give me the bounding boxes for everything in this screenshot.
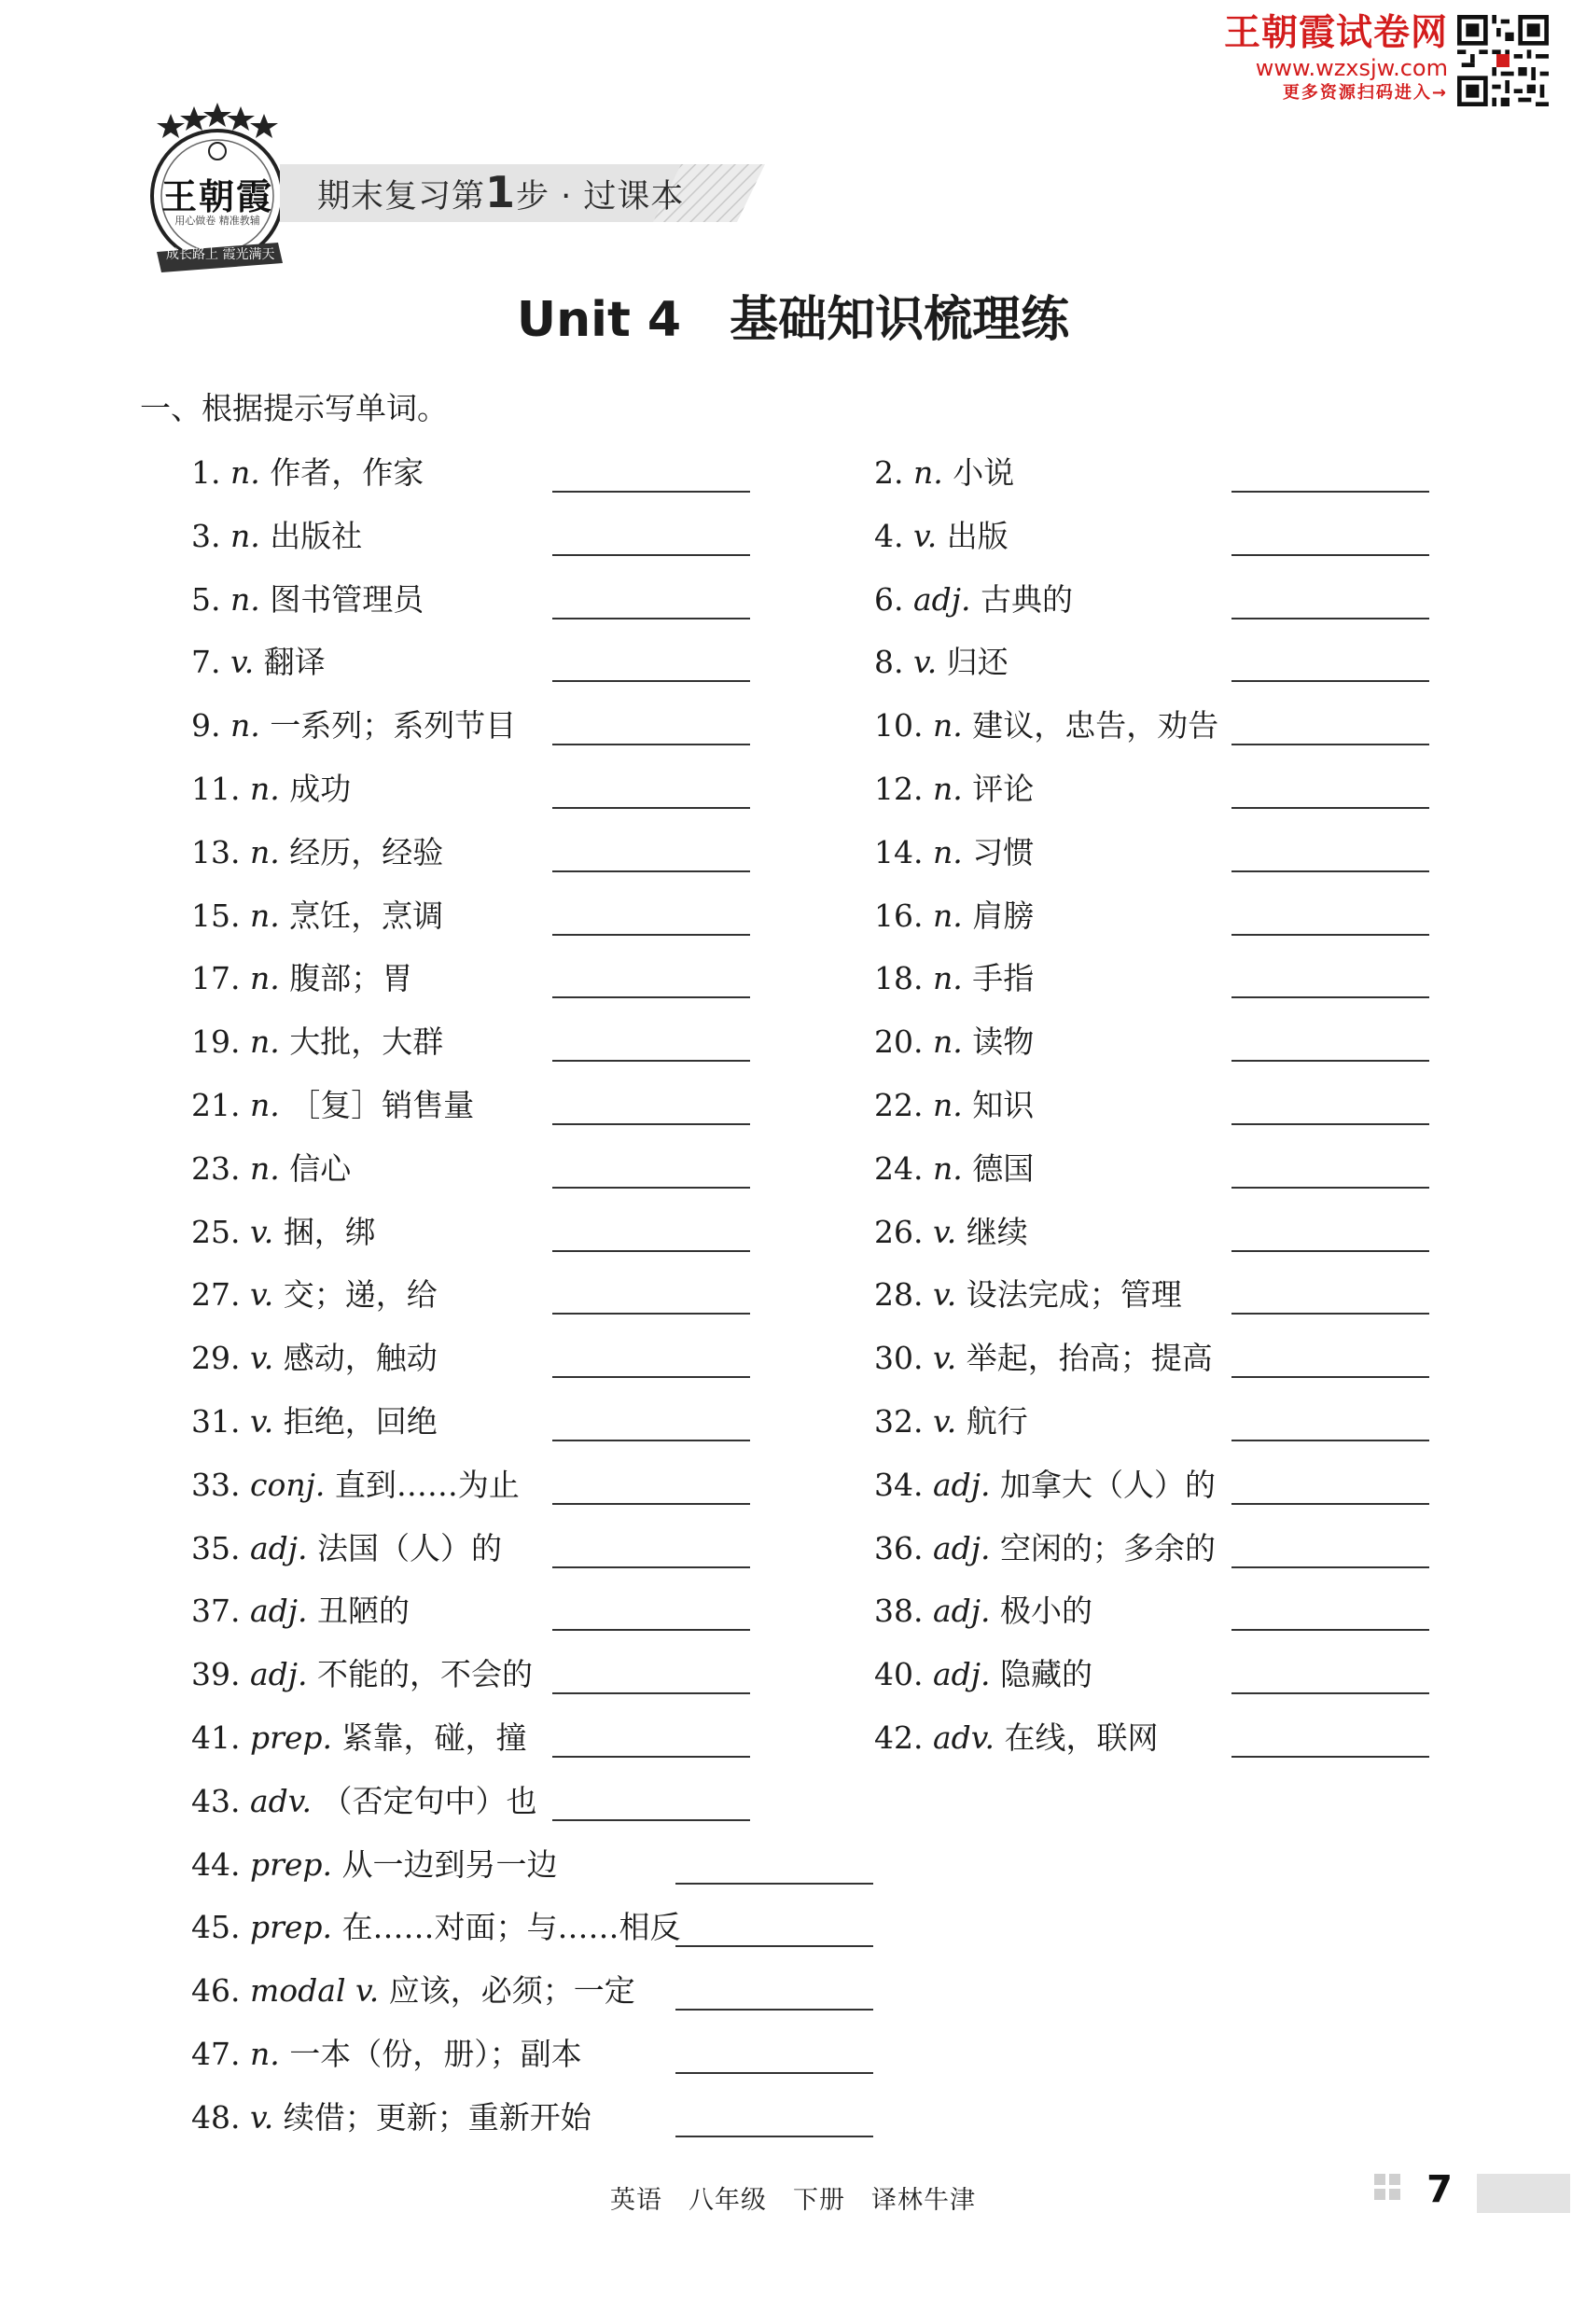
item-number: 43. <box>191 1782 250 1819</box>
banner-title <box>317 166 684 223</box>
item-number: 7. <box>191 644 230 681</box>
answer-blank[interactable] <box>675 1883 873 1885</box>
part-of-speech: conj. <box>249 1466 335 1503</box>
answer-blank[interactable] <box>552 807 750 809</box>
item-number: 27. <box>191 1276 250 1314</box>
answer-blank[interactable] <box>1231 870 1429 872</box>
section-heading: 一、根据提示写单词。 <box>140 390 448 426</box>
part-of-speech: n. <box>249 2036 290 2072</box>
part-of-speech: v. <box>932 1276 967 1314</box>
answer-blank[interactable] <box>552 744 750 745</box>
item-number: 36. <box>874 1529 933 1566</box>
item-hint: 成功 <box>289 771 352 807</box>
answer-blank[interactable] <box>1231 1187 1429 1189</box>
item-hint: 感动，触动 <box>283 1340 438 1377</box>
part-of-speech: v. <box>249 1403 284 1440</box>
item-number: 11. <box>191 771 250 807</box>
part-of-speech: adj. <box>249 1593 317 1630</box>
item-hint: 应该，必须；一定 <box>388 1972 635 2010</box>
answer-blank[interactable] <box>1231 744 1429 745</box>
item-hint: 出版 <box>946 517 1009 554</box>
item-hint: 航行 <box>966 1403 1028 1440</box>
vocab-item <box>191 1527 502 1570</box>
answer-blank[interactable] <box>1231 491 1429 493</box>
item-hint: 继续 <box>966 1213 1028 1250</box>
answer-blank[interactable] <box>552 618 750 619</box>
part-of-speech: v. <box>249 2098 284 2136</box>
answer-blank[interactable] <box>1231 1692 1429 1694</box>
vocab-item <box>191 452 424 494</box>
part-of-speech: n. <box>249 1087 290 1123</box>
vocab-item <box>191 578 424 621</box>
answer-blank[interactable] <box>552 1187 750 1189</box>
part-of-speech: v. <box>249 1213 284 1250</box>
vocab-item <box>191 2096 591 2139</box>
answer-blank[interactable] <box>1231 807 1429 809</box>
vocab-item <box>191 1211 376 1254</box>
item-hint: 法国（人）的 <box>317 1529 502 1566</box>
item-hint: 图书管理员 <box>270 580 424 618</box>
item-number: 33. <box>191 1466 250 1503</box>
answer-blank[interactable] <box>552 554 750 556</box>
answer-blank[interactable] <box>1231 618 1429 619</box>
vocab-item <box>874 831 1034 874</box>
answer-blank[interactable] <box>552 680 750 682</box>
item-number: 25. <box>191 1213 250 1250</box>
vocab-item <box>874 957 1034 1000</box>
item-number: 42. <box>874 1719 933 1756</box>
part-of-speech: v. <box>932 1403 967 1440</box>
item-hint: 德国 <box>972 1149 1035 1187</box>
item-hint: 肩膀 <box>972 897 1035 934</box>
part-of-speech: n. <box>249 1149 290 1187</box>
part-of-speech: adj. <box>932 1593 1000 1630</box>
footer-decor-square <box>1374 2174 1385 2185</box>
answer-blank[interactable] <box>552 1250 750 1252</box>
answer-blank[interactable] <box>1231 1376 1429 1378</box>
answer-blank[interactable] <box>1231 680 1429 682</box>
part-of-speech: adj. <box>912 580 981 618</box>
answer-blank[interactable] <box>1231 554 1429 556</box>
part-of-speech: n. <box>249 1023 290 1061</box>
vocab-item <box>874 895 1034 938</box>
vocab-item <box>874 1337 1213 1380</box>
item-number: 47. <box>191 2036 250 2072</box>
answer-blank[interactable] <box>1231 1440 1429 1441</box>
item-hint: 极小的 <box>1000 1593 1092 1630</box>
answer-blank[interactable] <box>675 2072 873 2074</box>
item-hint: 在线，联网 <box>1004 1719 1159 1756</box>
banner-suffix: 步 · 过课本 <box>516 178 685 216</box>
logo-slogan: 用心做卷 精准教辅 <box>174 215 260 227</box>
vocab-item <box>874 515 1009 558</box>
item-number: 2. <box>874 454 913 491</box>
vocab-item <box>191 1969 635 2012</box>
page-title: Unit 4 基础知识梳理练 <box>516 292 1070 348</box>
part-of-speech: n. <box>230 454 271 491</box>
vocab-item <box>191 1844 558 1886</box>
vocab-item <box>191 1780 537 1823</box>
part-of-speech: n. <box>230 580 271 618</box>
answer-blank[interactable] <box>1231 1250 1429 1252</box>
part-of-speech: v. <box>249 1340 284 1377</box>
part-of-speech: n. <box>932 960 973 997</box>
part-of-speech: prep. <box>249 1909 342 1946</box>
item-hint: 紧靠，碰，撞 <box>341 1719 527 1756</box>
item-hint: 拒绝，回绝 <box>283 1403 438 1440</box>
part-of-speech: adj. <box>249 1529 317 1566</box>
item-hint: 一系列；系列节目 <box>270 707 517 745</box>
item-number: 10. <box>874 707 933 745</box>
part-of-speech: n. <box>932 1087 973 1123</box>
answer-blank[interactable] <box>552 1629 750 1631</box>
answer-blank[interactable] <box>1231 1123 1429 1125</box>
vocab-item <box>874 1464 1216 1507</box>
item-number: 28. <box>874 1276 933 1314</box>
item-number: 13. <box>191 833 250 870</box>
item-hint: 腹部；胃 <box>289 960 413 997</box>
answer-blank[interactable] <box>552 996 750 998</box>
part-of-speech: n. <box>249 960 290 997</box>
item-hint: 加拿大（人）的 <box>1000 1466 1216 1503</box>
page-number-bar <box>1477 2174 1570 2213</box>
item-hint: 不能的，不会的 <box>317 1656 533 1693</box>
answer-blank[interactable] <box>675 2009 873 2011</box>
vocab-item <box>191 704 516 747</box>
item-hint: 举起，抬高；提高 <box>966 1340 1213 1377</box>
brand-block <box>1224 13 1448 104</box>
item-number: 5. <box>191 580 230 618</box>
item-number: 35. <box>191 1529 250 1566</box>
item-number: 16. <box>874 897 933 934</box>
item-number: 48. <box>191 2098 250 2136</box>
item-hint: ［复］销售量 <box>289 1087 475 1123</box>
item-number: 20. <box>874 1023 933 1061</box>
answer-blank[interactable] <box>1231 1503 1429 1505</box>
answer-blank[interactable] <box>552 1440 750 1441</box>
vocab-item <box>191 1653 533 1696</box>
part-of-speech: adj. <box>932 1529 1000 1566</box>
item-number: 14. <box>874 833 933 870</box>
answer-blank[interactable] <box>675 2136 873 2137</box>
banner-step-number: 1 <box>485 167 517 217</box>
vocab-item <box>191 1273 438 1316</box>
vocab-item <box>191 1590 410 1633</box>
vocab-item <box>191 1148 351 1190</box>
item-number: 3. <box>191 517 230 554</box>
item-hint: 古典的 <box>981 580 1073 618</box>
item-hint: 交；递，给 <box>283 1276 438 1314</box>
part-of-speech: n. <box>932 897 973 934</box>
item-number: 18. <box>874 960 933 997</box>
part-of-speech: n. <box>249 833 290 870</box>
item-hint: 烹饪，烹调 <box>289 897 444 934</box>
part-of-speech: prep. <box>249 1845 342 1883</box>
answer-blank[interactable] <box>1231 996 1429 998</box>
part-of-speech: n. <box>932 707 973 745</box>
item-hint: 小说 <box>953 454 1015 491</box>
answer-blank[interactable] <box>1231 1060 1429 1062</box>
vocab-item <box>191 831 443 874</box>
vocab-item <box>874 1273 1182 1316</box>
page-number: 7 <box>1426 2168 1453 2211</box>
answer-blank[interactable] <box>552 870 750 872</box>
item-hint: 一本（份，册）；副本 <box>289 2036 582 2072</box>
item-number: 38. <box>874 1593 933 1630</box>
vocab-item <box>191 1906 681 1949</box>
item-hint: 评论 <box>972 771 1035 807</box>
item-hint: 归还 <box>946 644 1009 681</box>
item-number: 24. <box>874 1149 933 1187</box>
item-number: 4. <box>874 517 913 554</box>
vocab-item <box>191 768 351 811</box>
item-number: 37. <box>191 1593 250 1630</box>
answer-blank[interactable] <box>552 934 750 936</box>
answer-blank[interactable] <box>1231 1566 1429 1568</box>
footer-decor-square <box>1374 2189 1385 2200</box>
item-hint: 作者，作家 <box>270 454 424 491</box>
part-of-speech: adj. <box>932 1656 1000 1693</box>
item-number: 30. <box>874 1340 933 1377</box>
item-hint: 手指 <box>972 960 1035 997</box>
item-hint: 在……对面；与……相反 <box>341 1909 681 1946</box>
part-of-speech: n. <box>932 771 973 807</box>
answer-blank[interactable] <box>552 1692 750 1694</box>
vocab-item <box>874 578 1073 621</box>
part-of-speech: v. <box>912 644 947 681</box>
part-of-speech: adv. <box>932 1719 1005 1756</box>
brand-name: 王朝霞试卷网 <box>1223 12 1448 54</box>
item-number: 41. <box>191 1719 250 1756</box>
answer-blank[interactable] <box>552 491 750 493</box>
vocab-item <box>874 641 1009 684</box>
item-hint: 续借；更新；重新开始 <box>283 2098 591 2136</box>
part-of-speech: n. <box>249 897 290 934</box>
logo-ribbon-text: 成长路上 霞光满天 <box>166 247 275 262</box>
vocab-item <box>874 1148 1034 1190</box>
item-number: 19. <box>191 1023 250 1061</box>
item-hint: 出版社 <box>270 517 363 554</box>
part-of-speech: adv. <box>249 1782 322 1819</box>
vocab-item <box>874 768 1034 811</box>
item-number: 1. <box>191 454 230 491</box>
vocab-item <box>191 1464 520 1507</box>
qr-code-icon[interactable] <box>1457 15 1549 106</box>
item-number: 12. <box>874 771 933 807</box>
item-hint: 从一边到另一边 <box>341 1845 558 1883</box>
item-hint: 隐藏的 <box>1000 1656 1092 1693</box>
item-hint: 知识 <box>972 1087 1035 1123</box>
answer-blank[interactable] <box>1231 1756 1429 1758</box>
part-of-speech: v. <box>912 517 947 554</box>
item-number: 22. <box>874 1087 933 1123</box>
vocab-item <box>874 1590 1092 1633</box>
vocab-item <box>191 515 362 558</box>
item-number: 32. <box>874 1403 933 1440</box>
brand-url[interactable]: www.wzxsjw.com <box>1255 55 1448 81</box>
vocab-item <box>874 452 1014 494</box>
answer-blank[interactable] <box>552 1313 750 1315</box>
footer-course-info: 英语 八年级 下册 译林牛津 <box>610 2186 976 2215</box>
part-of-speech: v. <box>932 1213 967 1250</box>
part-of-speech: v. <box>230 644 264 681</box>
part-of-speech: v. <box>932 1340 967 1377</box>
item-number: 23. <box>191 1149 250 1187</box>
vocab-item <box>191 641 326 684</box>
answer-blank[interactable] <box>552 1376 750 1378</box>
item-hint: 习惯 <box>972 833 1035 870</box>
item-hint: 建议，忠告，劝告 <box>972 707 1219 745</box>
vocab-item <box>191 1337 438 1380</box>
item-number: 39. <box>191 1656 250 1693</box>
answer-blank[interactable] <box>552 1503 750 1505</box>
banner-prefix: 期末复习第 <box>317 178 486 216</box>
item-hint: 空闲的；多余的 <box>1000 1529 1216 1566</box>
part-of-speech: n. <box>932 833 973 870</box>
footer-decor-square <box>1389 2174 1400 2185</box>
vocab-item <box>874 1717 1159 1760</box>
item-number: 44. <box>191 1845 250 1883</box>
item-number: 29. <box>191 1340 250 1377</box>
item-number: 40. <box>874 1656 933 1693</box>
part-of-speech: adj. <box>249 1656 317 1693</box>
item-number: 21. <box>191 1087 250 1123</box>
vocab-item <box>191 957 412 1000</box>
item-hint: 大批，大群 <box>289 1023 444 1061</box>
item-number: 8. <box>874 644 913 681</box>
answer-blank[interactable] <box>552 1566 750 1568</box>
part-of-speech: adj. <box>932 1466 1000 1503</box>
item-hint: 经历，经验 <box>289 833 444 870</box>
answer-blank[interactable] <box>1231 1313 1429 1315</box>
vocab-item <box>874 1527 1216 1570</box>
answer-blank[interactable] <box>552 1819 750 1821</box>
item-hint: 丑陋的 <box>317 1593 410 1630</box>
vocab-item <box>874 1021 1034 1064</box>
part-of-speech: modal v. <box>249 1972 389 2010</box>
item-hint: 读物 <box>972 1023 1035 1061</box>
item-number: 9. <box>191 707 230 745</box>
part-of-speech: v. <box>249 1276 284 1314</box>
item-hint: 设法完成；管理 <box>966 1276 1182 1314</box>
vocab-item <box>191 2033 582 2076</box>
part-of-speech: n. <box>932 1149 973 1187</box>
part-of-speech: n. <box>912 454 953 491</box>
part-of-speech: prep. <box>249 1719 342 1756</box>
item-number: 6. <box>874 580 913 618</box>
part-of-speech: n. <box>249 771 290 807</box>
item-number: 26. <box>874 1213 933 1250</box>
answer-blank[interactable] <box>552 1060 750 1062</box>
answer-blank[interactable] <box>675 1945 873 1947</box>
vocab-item <box>874 1211 1028 1254</box>
vocab-item <box>191 1021 443 1064</box>
item-hint: 捆，绑 <box>283 1213 376 1250</box>
vocab-item <box>874 1653 1092 1696</box>
answer-blank[interactable] <box>1231 934 1429 936</box>
part-of-speech: n. <box>230 707 271 745</box>
footer-decor-square <box>1389 2189 1400 2200</box>
vocab-item <box>874 1084 1034 1127</box>
item-number: 46. <box>191 1972 250 2010</box>
item-hint: （否定句中）也 <box>321 1782 537 1819</box>
item-number: 17. <box>191 960 250 997</box>
item-number: 31. <box>191 1403 250 1440</box>
item-number: 15. <box>191 897 250 934</box>
item-hint: 翻译 <box>263 644 326 681</box>
logo-name: 王朝霞 <box>160 175 273 217</box>
answer-blank[interactable] <box>1231 1629 1429 1631</box>
item-number: 34. <box>874 1466 933 1503</box>
vocab-item <box>191 1717 527 1760</box>
item-hint: 直到……为止 <box>334 1466 520 1503</box>
answer-blank[interactable] <box>552 1756 750 1758</box>
vocab-item <box>191 895 443 938</box>
item-number: 45. <box>191 1909 250 1946</box>
part-of-speech: n. <box>230 517 271 554</box>
brand-tagline: 更多资源扫码进入→ <box>1282 83 1448 103</box>
vocab-item <box>874 1400 1028 1443</box>
part-of-speech: n. <box>932 1023 973 1061</box>
vocab-item <box>191 1400 438 1443</box>
vocab-item <box>874 704 1218 747</box>
vocab-item <box>191 1084 474 1127</box>
answer-blank[interactable] <box>552 1123 750 1125</box>
item-hint: 信心 <box>289 1149 352 1187</box>
